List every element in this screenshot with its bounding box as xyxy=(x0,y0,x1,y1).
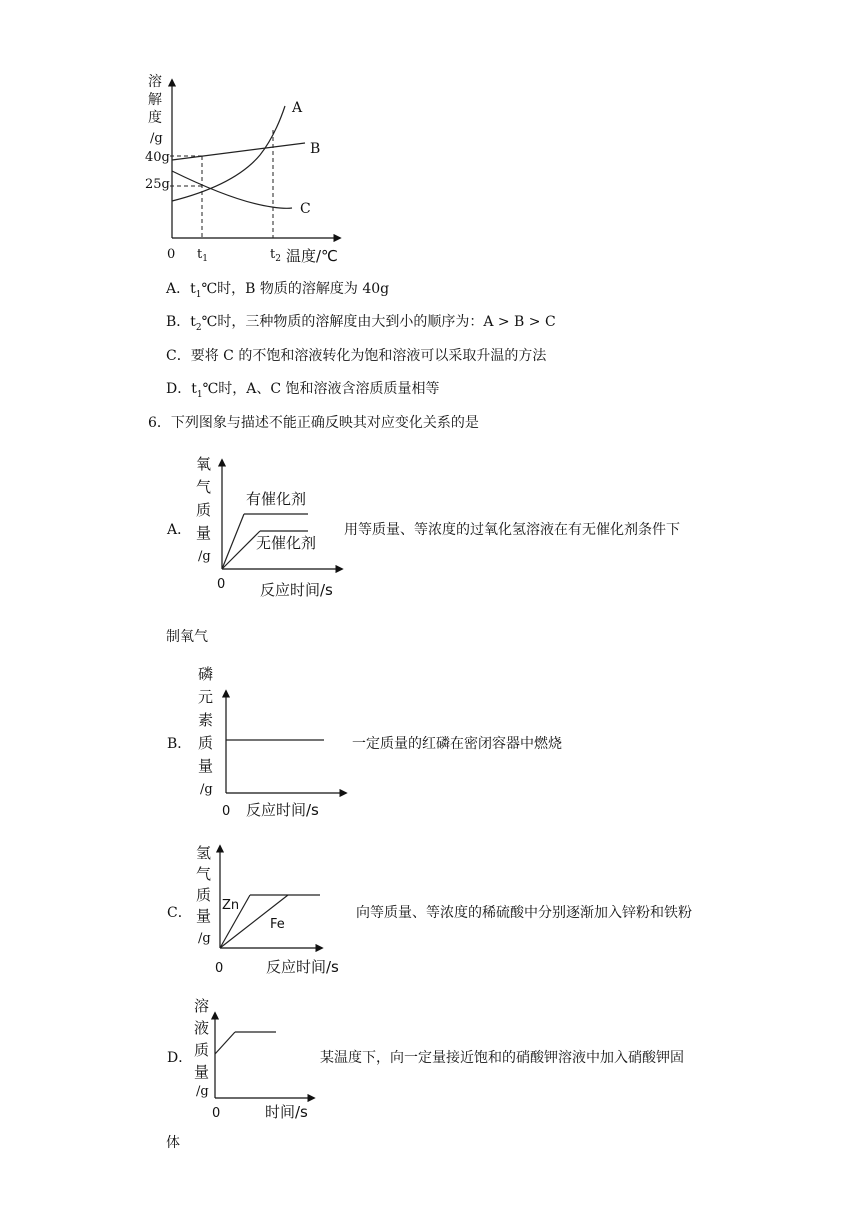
q5-option-c: C．要将 C 的不饱和溶液转化为饱和溶液可以采取升温的方法 xyxy=(166,348,547,364)
q5-option-d: D．$t_1℃$时，A、C 饱和溶液含溶质质量相等 xyxy=(166,381,440,400)
curve-a-label: A xyxy=(292,100,303,116)
y-label-4: 质 xyxy=(198,734,214,752)
y-label-2: 元 xyxy=(198,688,214,706)
y-label-4: /g xyxy=(150,131,163,146)
y-label-2: 气 xyxy=(196,478,212,496)
curve-c xyxy=(172,171,292,208)
q6-a-letter: A． xyxy=(167,522,192,538)
q6-c-graph xyxy=(192,838,352,983)
origin-label: 0 xyxy=(212,1106,221,1121)
y-label-6: /g xyxy=(200,782,213,797)
y-label-1: 磷 xyxy=(198,665,214,683)
x-axis-label: 反应时间/s xyxy=(260,581,333,599)
q6-c-description: 向等质量、等浓度的稀硫酸中分别逐渐加入锌粉和铁粉 xyxy=(356,905,692,921)
q6-a-description: 用等质量、等浓度的过氧化氢溶液在有无催化剂条件下 xyxy=(344,522,680,538)
q6-d-letter: D． xyxy=(167,1050,193,1066)
y-label-2: 液 xyxy=(194,1019,210,1037)
y-label-1: 氢 xyxy=(196,844,212,862)
tick-25g: 25g xyxy=(145,177,170,192)
q5-option-b: B．$t_2℃$时，三种物质的溶解度由大到小的顺序为：A > B > C xyxy=(166,314,556,333)
q6-a-graph xyxy=(192,454,352,604)
catalyst-label: 有催化剂 xyxy=(246,490,307,508)
y-label-5: 量 xyxy=(198,757,214,775)
y-label-4: 量 xyxy=(196,524,212,542)
fe-label: Fe xyxy=(270,917,285,932)
y-label-2: 解 xyxy=(148,92,162,108)
q6-c-letter: C． xyxy=(167,905,192,921)
origin-label: 0 xyxy=(217,577,226,592)
y-label-1: 氧 xyxy=(196,455,212,473)
q6-stem: 6．下列图象与描述不能正确反映其对应变化关系的是 xyxy=(148,415,479,431)
solubility-graph xyxy=(140,70,350,270)
y-label-4: 量 xyxy=(196,907,212,925)
q6-b-graph xyxy=(192,663,352,823)
y-label-1: 溶 xyxy=(194,997,210,1015)
no-catalyst-label: 无催化剂 xyxy=(256,534,317,552)
y-label-3: 质 xyxy=(194,1041,210,1059)
x-axis-label: 温度/℃ xyxy=(286,247,338,265)
y-label-2: 气 xyxy=(196,865,212,883)
x-axis-label: 时间/s xyxy=(265,1103,308,1121)
curve-a xyxy=(172,106,285,201)
y-label-3: 度 xyxy=(148,110,162,126)
curve-b xyxy=(172,143,305,160)
q6-d-description: 某温度下，向一定量接近饱和的硝酸钾溶液中加入硝酸钾固 xyxy=(320,1050,684,1066)
zn-label: Zn xyxy=(222,898,240,913)
x-axis-label: 反应时间/s xyxy=(266,958,339,976)
curve-c-label: C xyxy=(300,201,311,217)
curve-b-label: B xyxy=(310,141,321,157)
y-label-3: 素 xyxy=(198,711,214,729)
y-label-1: 溶 xyxy=(148,74,162,90)
y-label-5: /g xyxy=(198,931,211,946)
origin-label: 0 xyxy=(167,247,176,262)
q6-a-description-continued: 制氧气 xyxy=(166,629,208,645)
solution-line-rise xyxy=(215,1032,235,1054)
t2-label: $t_2$ xyxy=(270,247,281,264)
catalyst-line-rise xyxy=(222,514,244,569)
tick-40g: 40g xyxy=(145,150,170,165)
origin-label: 0 xyxy=(222,804,231,819)
y-label-4: 量 xyxy=(194,1063,210,1081)
q6-b-description: 一定质量的红磷在密闭容器中燃烧 xyxy=(352,736,562,752)
y-label-5: /g xyxy=(198,549,211,564)
q5-option-a: A．$t_1℃$时，B 物质的溶解度为 40g xyxy=(166,281,390,300)
y-label-3: 质 xyxy=(196,886,212,904)
y-label-3: 质 xyxy=(196,501,212,519)
t1-label: $t_1$ xyxy=(197,247,208,264)
no-catalyst-line-rise xyxy=(222,531,260,569)
y-label-5: /g xyxy=(196,1084,209,1099)
x-axis-label: 反应时间/s xyxy=(246,801,319,819)
origin-label: 0 xyxy=(215,961,224,976)
q6-b-letter: B． xyxy=(167,736,192,752)
q6-d-description-continued: 体 xyxy=(166,1135,180,1151)
